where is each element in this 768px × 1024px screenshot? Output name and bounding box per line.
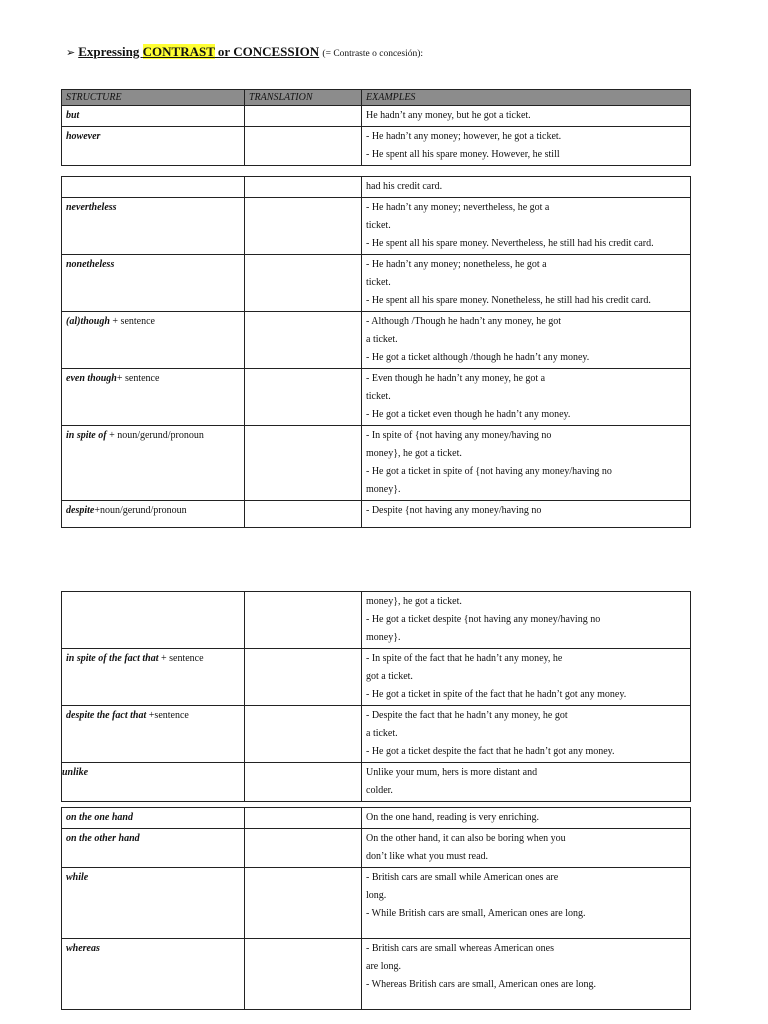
translation-cell[interactable] — [245, 106, 362, 127]
structure-keyword: whereas — [66, 943, 100, 954]
title-prefix: Expressing — [78, 44, 143, 59]
translation-cell[interactable] — [245, 127, 362, 166]
title-middle: or CONCESSION — [214, 44, 320, 59]
structure-keyword: however — [66, 131, 101, 142]
structure-cell — [62, 868, 245, 939]
example-cell: - Despite {not having any money/having no — [362, 501, 691, 528]
structure-keyword: on the other hand — [66, 833, 140, 844]
structure-keyword: despite the fact that — [66, 710, 147, 721]
structure-keyword: nonetheless — [66, 259, 115, 270]
example-cell: money}, he got a ticket. - He got a ticket despite {not having any money/having no money}. — [362, 592, 691, 649]
example-cell: - He hadn’t any money; nonetheless, he got a ticket. - He spent all his spare money. Nonetheless, he still had his credit card. — [362, 255, 691, 312]
structure-pattern: + sentence — [158, 653, 204, 664]
translation-cell[interactable] — [245, 198, 362, 255]
arrow-bullet-icon: ➢ — [66, 47, 76, 59]
structure-cell — [62, 829, 245, 868]
example-cell: - British cars are small while American ones are long. - While British cars are small, American ones are long. — [362, 868, 691, 939]
structure-cell — [62, 649, 245, 706]
structure-cell — [62, 177, 245, 198]
translation-cell[interactable] — [245, 592, 362, 649]
structure-cell — [62, 127, 245, 166]
example-cell: - In spite of {not having any money/having no money}, he got a ticket. - He got a ticket in spite of {not having any money/having no money}. — [362, 426, 691, 501]
header-translation: TRANSLATION — [245, 90, 362, 106]
structure-pattern: + sentence — [109, 316, 155, 327]
structure-pattern: +sentence — [146, 710, 189, 721]
example-cell: - Even though he hadn’t any money, he got a ticket. - He got a ticket even though he hadn’t any money. — [362, 369, 691, 426]
example-cell: - Although /Though he hadn’t any money, he got a ticket. - He got a ticket although /though he hadn’t any money. — [362, 312, 691, 369]
example-cell: Unlike your mum, hers is more distant and colder. — [362, 763, 691, 802]
structure-cell — [62, 198, 245, 255]
translation-cell[interactable] — [245, 426, 362, 501]
table-row — [62, 868, 691, 939]
structure-cell — [62, 763, 245, 802]
structures-table-4 — [61, 807, 691, 1010]
structure-keyword: despite — [66, 505, 95, 516]
table-row — [62, 255, 691, 312]
structure-cell — [62, 706, 245, 763]
structure-pattern: +noun/gerund/pronoun — [94, 505, 187, 516]
structure-cell — [62, 426, 245, 501]
translation-cell[interactable] — [245, 255, 362, 312]
example-cell: - British cars are small whereas American ones are long. - Whereas British cars are small, American ones are long. — [362, 939, 691, 1010]
translation-cell[interactable] — [245, 808, 362, 829]
translation-cell[interactable] — [245, 312, 362, 369]
header-structure: STRUCTURE — [62, 90, 245, 106]
example-cell: - He hadn’t any money; nevertheless, he got a ticket. - He spent all his spare money. Nevertheless, he still had his credit card. — [362, 198, 691, 255]
page-title — [66, 44, 423, 60]
example-cell: He hadn’t any money, but he got a ticket. — [362, 106, 691, 127]
translation-cell[interactable] — [245, 649, 362, 706]
table-row — [62, 127, 691, 166]
translation-cell[interactable] — [245, 706, 362, 763]
translation-cell[interactable] — [245, 939, 362, 1010]
example-cell: - Despite the fact that he hadn’t any money, he got a ticket. - He got a ticket despite the fact that he hadn’t got any money. — [362, 706, 691, 763]
structure-pattern: + sentence — [116, 373, 160, 384]
table-row — [62, 198, 691, 255]
example-cell: On the one hand, reading is very enriching. — [362, 808, 691, 829]
table-row — [62, 426, 691, 501]
structure-cell — [62, 106, 245, 127]
title-contrast: CONTRAST — [142, 44, 215, 59]
structure-keyword: even though — [66, 373, 117, 384]
structures-table-2 — [61, 176, 691, 528]
table-row — [62, 829, 691, 868]
table-row — [62, 592, 691, 649]
structure-cell — [62, 501, 245, 528]
example-cell: On the other hand, it can also be boring when you don’t like what you must read. — [362, 829, 691, 868]
translation-cell[interactable] — [245, 177, 362, 198]
structure-pattern: + noun/gerund/pronoun — [106, 430, 204, 441]
structure-keyword: unlike — [62, 767, 89, 778]
structure-cell — [62, 369, 245, 426]
structure-keyword: but — [66, 110, 80, 121]
table-header-row — [62, 90, 691, 106]
table-row — [62, 939, 691, 1010]
structures-table-3 — [61, 591, 691, 802]
table-row — [62, 763, 691, 802]
structure-keyword: in spite of the fact that — [66, 653, 159, 664]
table-row — [62, 312, 691, 369]
table-row — [62, 706, 691, 763]
structure-cell — [62, 808, 245, 829]
structure-cell — [62, 312, 245, 369]
translation-cell[interactable] — [245, 501, 362, 528]
title-text — [78, 44, 319, 59]
structure-keyword: (al)though — [66, 316, 110, 327]
structure-cell — [62, 592, 245, 649]
table-row — [62, 649, 691, 706]
table-row — [62, 177, 691, 198]
example-cell: had his credit card. — [362, 177, 691, 198]
example-cell: - In spite of the fact that he hadn’t any money, he got a ticket. - He got a ticket in spite of the fact that he hadn’t got any money. — [362, 649, 691, 706]
translation-cell[interactable] — [245, 829, 362, 868]
title-note: (= Contraste o concesión): — [322, 49, 424, 59]
header-examples: EXAMPLES — [362, 90, 691, 106]
structure-keyword: nevertheless — [66, 202, 117, 213]
translation-cell[interactable] — [245, 763, 362, 802]
structure-keyword: while — [66, 872, 89, 883]
structure-cell — [62, 939, 245, 1010]
translation-cell[interactable] — [245, 369, 362, 426]
example-cell: - He hadn’t any money; however, he got a ticket. - He spent all his spare money. However, he still — [362, 127, 691, 166]
structures-table-1 — [61, 89, 691, 166]
structure-keyword: in spite of — [66, 430, 107, 441]
structure-cell — [62, 255, 245, 312]
table-row — [62, 106, 691, 127]
table-row — [62, 501, 691, 528]
structure-keyword: on the one hand — [66, 812, 133, 823]
table-row — [62, 808, 691, 829]
translation-cell[interactable] — [245, 868, 362, 939]
table-row — [62, 369, 691, 426]
